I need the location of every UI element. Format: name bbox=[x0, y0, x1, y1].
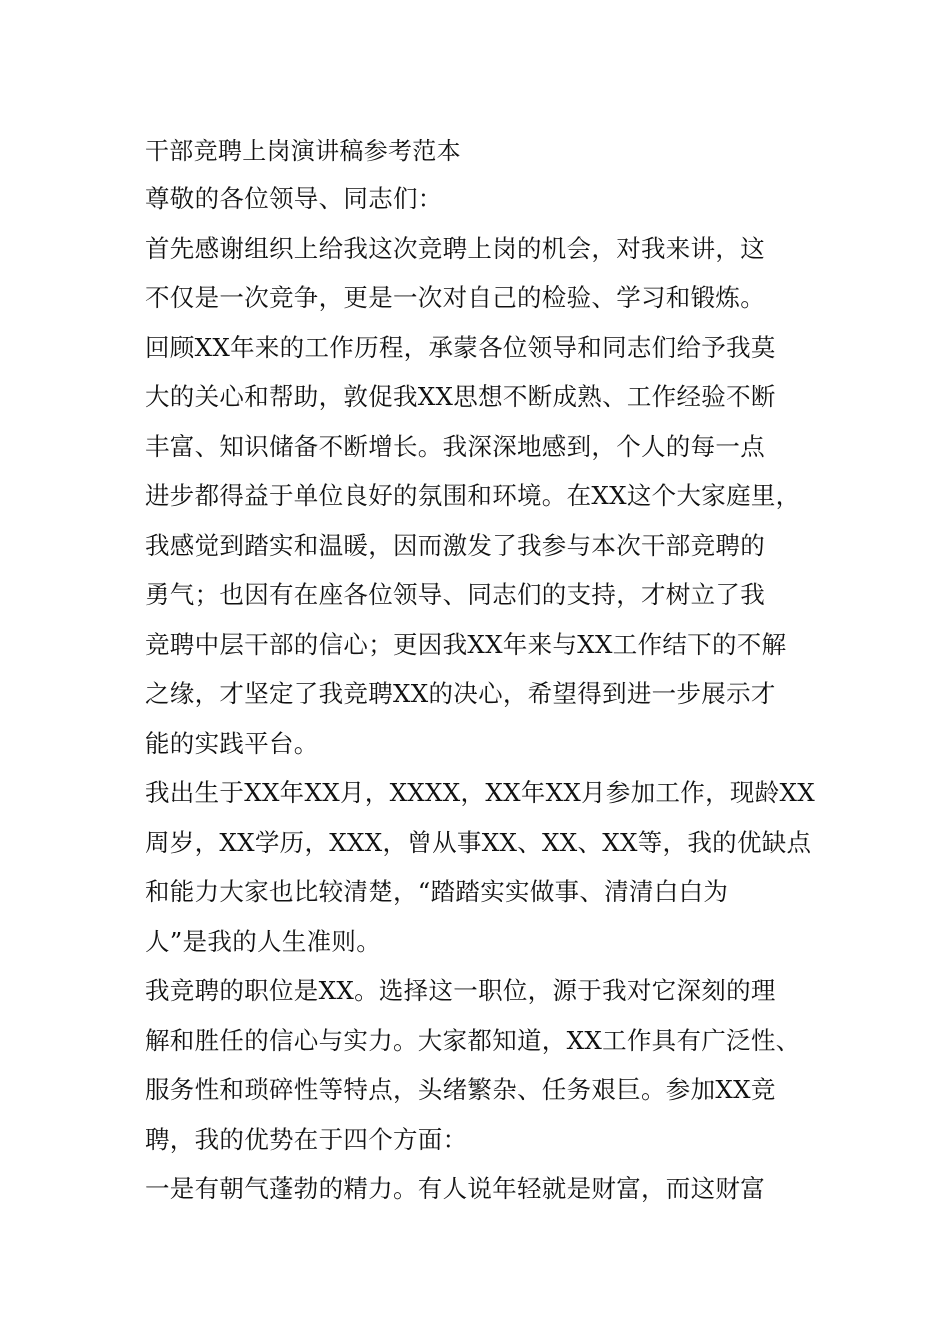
body-line: 我感觉到踏实和温暖，因而激发了我参与本次干部竞聘的 bbox=[145, 530, 765, 560]
body-line: 我竞聘的职位是XX。选择这一职位，源于我对它深刻的理 bbox=[145, 976, 776, 1005]
body-line: 回顾XX年来的工作历程，承蒙各位领导和同志们给予我莫 bbox=[145, 332, 776, 362]
body-line: 之缘，才坚定了我竞聘XX的决心，希望得到进一步展示才 bbox=[145, 679, 776, 708]
body-line: 竞聘中层干部的信心；更因我XX年来与XX工作结下的不解 bbox=[145, 629, 787, 659]
body-line: 能的实践平台。 bbox=[145, 728, 319, 758]
body-line: 解和胜任的信心与实力。大家都知道，XX工作具有广泛性、 bbox=[145, 1025, 801, 1055]
document-body bbox=[145, 128, 845, 1214]
body-line: 勇气；也因有在座各位领导、同志们的支持，才树立了我 bbox=[145, 580, 765, 609]
document-title: 干部竞聘上岗演讲稿参考范本 bbox=[145, 137, 461, 165]
body-line: 首先感谢组织上给我这次竞聘上岗的机会，对我来讲，这 bbox=[145, 233, 765, 263]
body-line: 服务性和琐碎性等特点，头绪繁杂、任务艰巨。参加XX竞 bbox=[145, 1075, 776, 1104]
body-line: 聘，我的优势在于四个方面： bbox=[145, 1124, 468, 1154]
body-line: 大的关心和帮助，敦促我XX思想不断成熟、工作经验不断 bbox=[145, 382, 776, 411]
body-line: 丰富、知识储备不断增长。我深深地感到，个人的每一点 bbox=[145, 431, 765, 461]
body-line: 进步都得益于单位良好的氛围和环境。在XX这个大家庭里， bbox=[145, 481, 801, 510]
salutation-line: 尊敬的各位领导、同志们： bbox=[145, 184, 443, 213]
body-line: 不仅是一次竞争，更是一次对自己的检验、学习和锻炼。 bbox=[145, 283, 765, 312]
body-line: 人”是我的人生准则。 bbox=[145, 926, 382, 956]
body-line: 一是有朝气蓬勃的精力。有人说年轻就是财富，而这财富 bbox=[145, 1174, 765, 1203]
body-line: 我出生于XX年XX月，XXXX，XX年XX月参加工作，现龄XX bbox=[145, 778, 815, 807]
body-line: 和能力大家也比较清楚，“踏踏实实做事、清清白白为 bbox=[145, 877, 729, 906]
body-line: 周岁，XX学历，XXX，曾从事XX、XX、XX等，我的优缺点 bbox=[145, 827, 812, 857]
